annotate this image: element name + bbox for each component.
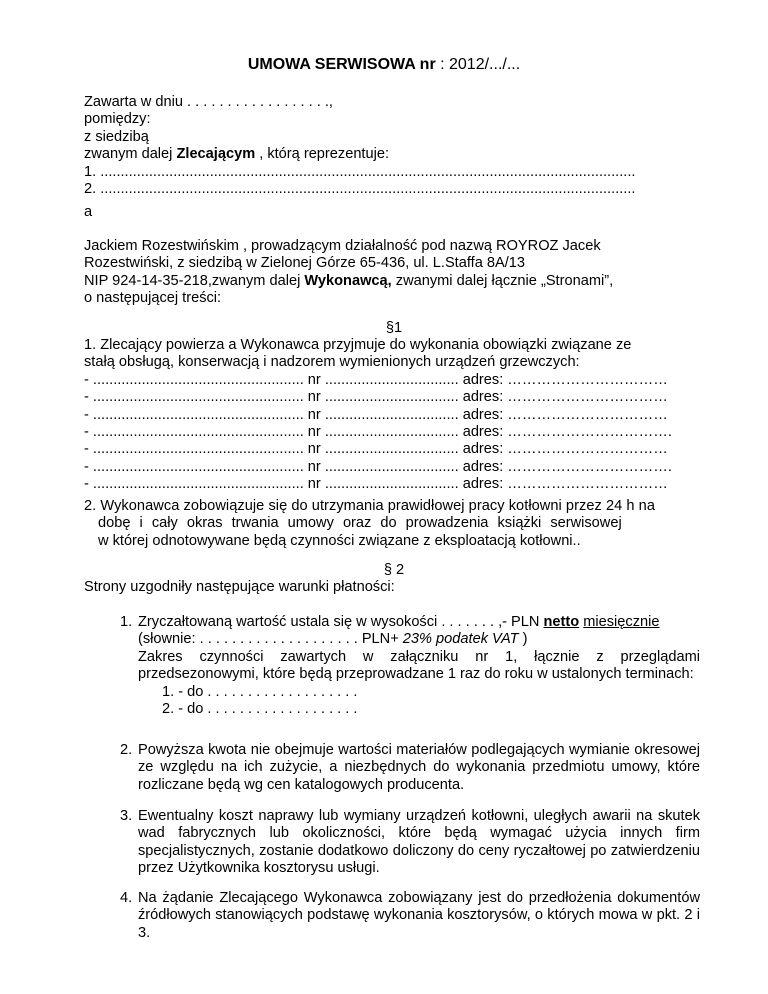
s1-p2-line-2: dobę i cały okras trwania umowy oraz do prowadzenia książki serwisowej [98,515,622,532]
contractor-nip: NIP 924-14-35-218,zwanym dalej [84,272,305,289]
s1-p2-line-3: w której odnotowywane będą czynności związane z eksploatacją kotłowni.. [98,532,581,549]
conjunction-a: a [84,204,93,220]
title-number: : 2012/.../... [435,56,521,73]
s2-item-2-text: Powyższa kwota nie obejmuje wartości materiałów podlegających wymianie okresowej ze względu na ich zużycie, a niezbędnych do wykonania przedmiotu umowy, które rozliczane będą wg cen katalogowych producenta. [138,742,700,793]
s2-item-3 [120,808,700,878]
s2-item-3-text: Ewentualny koszt naprawy lub wymiany urządzeń kotłowni, uległych awarii na skutek wad fabrycznych lub okoliczności, które będą wymagać użycia innych firm specjalistycznych, zostanie dodatkowo doliczony do ceny ryczałtowej po zatwierdzeniu przez Użytkownika kosztorysu usługi. [138,808,700,877]
s2-item-1-line-2 [138,631,700,648]
intro-between-line: pomiędzy: [84,111,151,128]
s1-p2-line-1: 2. Wykonawca zobowiązuje się do utrzymania prawidłowej pracy kotłowni przez 24 h na [84,498,656,514]
intro-date-line: Zawarta w dniu . . . . . . . . . . . . . . . . . ., [84,94,333,110]
item1-words: (słownie: . . . . . . . . . . . . . . . . . . . . PLN+ [138,631,403,648]
contractor-post: zwanymi dalej łącznie „Stronami”, [391,272,614,289]
device-row: - .................................................... nr ................................. adres: …………………………… [84,406,668,423]
document-title [0,55,768,75]
device-row: - .................................................... nr ................................. adres: ……………………………. [84,458,672,475]
client-pre: zwanym dalej [84,146,177,163]
device-row: - .................................................... nr ................................. adres: …………………………… [84,476,668,493]
client-bold: Zlecającym [176,146,256,163]
item1-netto: netto [543,614,580,630]
s2-item-1-number: 1. [120,614,133,630]
representative-1: 1. .................................................................................................................................... [84,163,636,180]
contractor-block [84,238,704,308]
device-row: - .................................................... nr ................................. adres: …………………………… [84,389,668,406]
device-row: - .................................................... nr ................................. adres: …………………………… [84,441,668,458]
intro-seat-line: z siedzibą [84,128,149,145]
device-row: - .................................................... nr ................................. adres: …………………………… [84,371,668,388]
s2-item-4-number: 4. [120,890,133,906]
s2-item-1-text [138,614,700,718]
contractor-bold: Wykonawcą, [304,272,392,289]
contractor-line-1: Jackiem Rozestwińskim , prowadzącym działalność pod nazwą ROYROZ Jacek [84,238,601,254]
intro-block [84,94,704,198]
contractor-line-3 [84,273,704,290]
s2-item-1-line-1 [138,614,700,631]
section-1-block [84,337,704,494]
item1-monthly: miesięcznie [583,614,660,630]
item1-vat: 23% podatek VAT [402,631,519,648]
intro-client-line [84,146,704,163]
section-2-heading: § 2 [383,562,405,578]
contractor-line-4: o następującej treści: [84,290,222,307]
client-post: , którą reprezentuje: [255,146,390,163]
s1-p1-line-1: 1. Zlecający powierza a Wykonawca przyjmuje do wykonania obowiązki związane ze [84,337,632,353]
item1-close: ) [518,631,528,648]
s2-item-1-scope: Zakres czynności zawartych w załączniku nr 1, łącznie z przeglądami przedsezonowymi, które będą przeprowadzane 1 raz do roku w ustalonych terminach: [138,648,700,683]
s2-item-1 [120,614,700,718]
s1-p1-line-2: stałą obsługą, konserwacją i nadzorem wymienionych urządzeń grzewczych: [84,354,580,371]
s2-item-4 [120,890,700,942]
contractor-line-2: Rozestwiński, z siedzibą w Zielonej Górze 65-436, ul. L.Staffa 8A/13 [84,255,526,272]
representative-2: 2. .................................................................................................................................... [84,181,636,198]
s2-item-2-number: 2. [120,742,133,758]
s2-item-4-text: Na żądanie Zlecającego Wykonawca zobowiązany jest do przedłożenia dokumentów źródłowych stanowiących podstawę wykonania kosztorysów, o których mowa w pkt. 2 i 3. [138,890,700,941]
item1-pre: Zryczałtowaną wartość ustala się w wysokości . . . . . . . ,- PLN [138,614,544,630]
s2-intro: Strony uzgodniły następujące warunki płatności: [84,579,395,595]
device-row: - .................................................... nr ................................. adres: ……………………………. [84,424,672,441]
device-list [84,372,704,494]
section-1-heading: §1 [385,320,403,336]
s2-item-1-sub-2: 2. - do . . . . . . . . . . . . . . . . . . . [162,701,358,718]
s2-item-1-sub-1: 1. - do . . . . . . . . . . . . . . . . . . . [162,683,358,700]
s2-item-2 [120,742,700,794]
s2-item-3-number: 3. [120,808,133,824]
s1-paragraph-2 [84,498,704,550]
title-bold: UMOWA SERWISOWA nr [247,56,436,73]
